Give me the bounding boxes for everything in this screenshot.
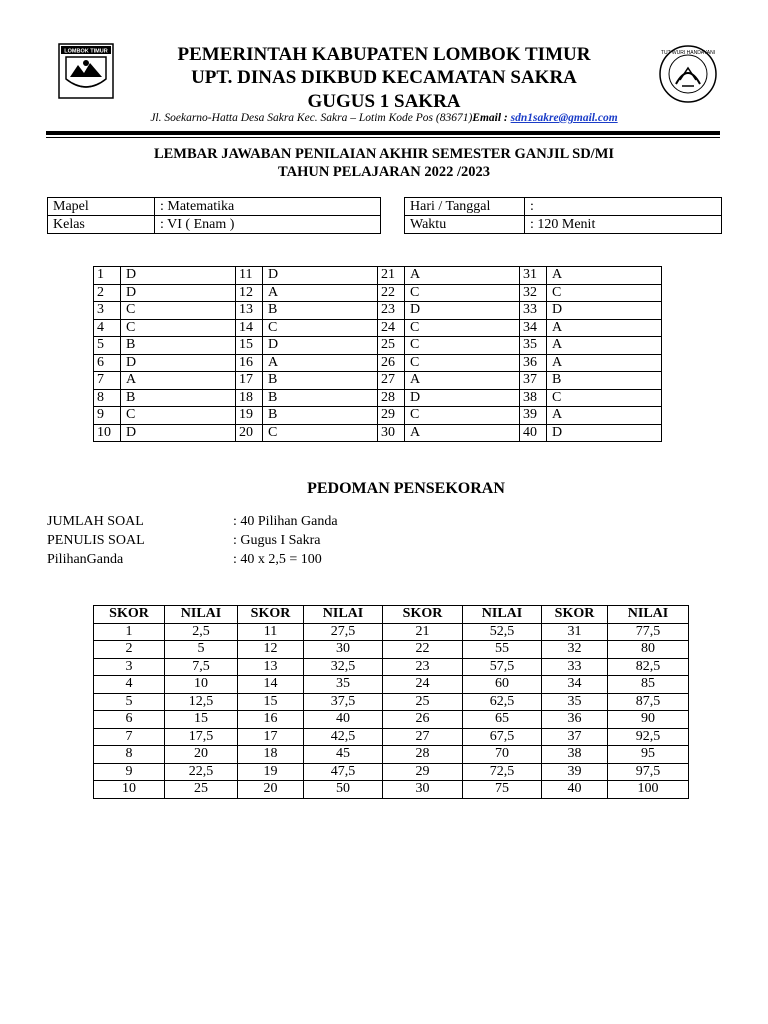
nilai-cell: 32,5 [304,658,383,676]
skor-cell: 13 [238,658,304,676]
doc-title-line-1: LEMBAR JAWABAN PENILAIAN AKHIR SEMESTER GANJIL SD/MI [153,146,615,162]
skor-cell: 5 [94,693,165,711]
nilai-cell: 80 [608,641,689,659]
skor-cell: 33 [542,658,608,676]
pedoman-label: PENULIS SOAL [47,533,145,548]
schedule-info-table [404,197,722,234]
question-number: 10 [94,424,121,442]
nilai-cell: 30 [304,641,383,659]
nilai-cell: 25 [165,781,238,799]
answer-letter: A [547,407,662,425]
skor-cell: 36 [542,711,608,729]
answer-letter: C [405,319,520,337]
nilai-cell: 45 [304,746,383,764]
question-number: 5 [94,337,121,355]
answer-letter: C [405,354,520,372]
score-row [94,658,689,676]
skor-cell: 25 [383,693,463,711]
answer-letter: C [405,284,520,302]
email-link[interactable]: sdn1sakre@gmail.com [510,112,618,124]
nilai-cell: 22,5 [165,763,238,781]
pedoman-label: JUMLAH SOAL [47,514,144,529]
info-value: : [525,198,722,216]
nilai-header: NILAI [608,606,689,624]
answer-letter: A [121,372,236,390]
info-value: : VI ( Enam ) [155,216,381,234]
answer-letter: A [547,267,662,285]
skor-cell: 15 [238,693,304,711]
pedoman-row [47,550,322,569]
logo-caption: LOMBOK TIMUR [64,48,108,55]
nilai-cell: 100 [608,781,689,799]
score-row [94,693,689,711]
answer-row [94,267,662,285]
header-rule-thin [46,137,720,138]
nilai-cell: 92,5 [608,728,689,746]
answer-key-table [93,266,662,442]
skor-cell: 18 [238,746,304,764]
answer-letter: C [547,389,662,407]
skor-cell: 32 [542,641,608,659]
answer-letter: D [405,389,520,407]
skor-cell: 30 [383,781,463,799]
nilai-cell: 35 [304,676,383,694]
pedoman-value: : Gugus I Sakra [233,533,321,548]
skor-cell: 4 [94,676,165,694]
question-number: 39 [520,407,547,425]
doc-title-line-2: TAHUN PELAJARAN 2022 /2023 [278,164,490,180]
info-label: Mapel [48,198,155,216]
nilai-cell: 62,5 [463,693,542,711]
skor-cell: 28 [383,746,463,764]
question-number: 40 [520,424,547,442]
answer-letter: A [547,337,662,355]
info-value: : Matematika [155,198,381,216]
answer-letter: A [263,284,378,302]
answer-letter: B [263,407,378,425]
nilai-header: NILAI [463,606,542,624]
answer-row [94,284,662,302]
nilai-cell: 72,5 [463,763,542,781]
answer-letter: B [547,372,662,390]
score-row [94,676,689,694]
skor-cell: 14 [238,676,304,694]
nilai-cell: 75 [463,781,542,799]
skor-cell: 3 [94,658,165,676]
question-number: 22 [378,284,405,302]
answer-letter: D [263,337,378,355]
nilai-cell: 37,5 [304,693,383,711]
skor-cell: 1 [94,623,165,641]
nilai-cell: 60 [463,676,542,694]
skor-cell: 8 [94,746,165,764]
question-number: 34 [520,319,547,337]
skor-cell: 16 [238,711,304,729]
skor-header: SKOR [238,606,304,624]
nilai-cell: 10 [165,676,238,694]
skor-cell: 7 [94,728,165,746]
skor-cell: 40 [542,781,608,799]
skor-cell: 38 [542,746,608,764]
question-number: 30 [378,424,405,442]
address-text: Jl. Soekarno-Hatta Desa Sakra Kec. Sakra – Lotim Kode Pos (83671) [150,112,473,124]
email-label: Email : [472,112,511,124]
nilai-cell: 12,5 [165,693,238,711]
nilai-cell: 2,5 [165,623,238,641]
question-number: 13 [236,302,263,320]
skor-cell: 2 [94,641,165,659]
skor-cell: 10 [94,781,165,799]
info-row [405,198,722,216]
answer-letter: C [121,319,236,337]
question-number: 26 [378,354,405,372]
skor-cell: 22 [383,641,463,659]
score-row [94,728,689,746]
answer-letter: C [263,319,378,337]
score-row [94,746,689,764]
nilai-cell: 40 [304,711,383,729]
question-number: 28 [378,389,405,407]
pedoman-label: PilihanGanda [47,552,124,567]
answer-letter: A [405,372,520,390]
answer-letter: D [121,284,236,302]
question-number: 32 [520,284,547,302]
answer-row [94,407,662,425]
skor-cell: 19 [238,763,304,781]
question-number: 9 [94,407,121,425]
score-conversion-table [93,605,689,799]
answer-letter: B [121,389,236,407]
question-number: 31 [520,267,547,285]
skor-cell: 12 [238,641,304,659]
skor-cell: 6 [94,711,165,729]
question-number: 24 [378,319,405,337]
nilai-cell: 67,5 [463,728,542,746]
question-number: 17 [236,372,263,390]
score-row [94,781,689,799]
nilai-cell: 7,5 [165,658,238,676]
nilai-cell: 5 [165,641,238,659]
nilai-cell: 27,5 [304,623,383,641]
nilai-cell: 42,5 [304,728,383,746]
info-value: : 120 Menit [525,216,722,234]
score-row [94,623,689,641]
nilai-cell: 57,5 [463,658,542,676]
question-number: 11 [236,267,263,285]
info-label: Waktu [405,216,525,234]
skor-header: SKOR [383,606,463,624]
nilai-cell: 95 [608,746,689,764]
pedoman-row [47,531,321,550]
skor-cell: 24 [383,676,463,694]
question-number: 33 [520,302,547,320]
question-number: 7 [94,372,121,390]
question-number: 36 [520,354,547,372]
skor-cell: 17 [238,728,304,746]
nilai-cell: 77,5 [608,623,689,641]
question-number: 3 [94,302,121,320]
question-number: 29 [378,407,405,425]
info-row [405,216,722,234]
subject-info-table [47,197,381,234]
skor-cell: 20 [238,781,304,799]
score-row [94,641,689,659]
question-number: 16 [236,354,263,372]
question-number: 12 [236,284,263,302]
nilai-cell: 50 [304,781,383,799]
skor-cell: 26 [383,711,463,729]
score-row [94,763,689,781]
question-number: 21 [378,267,405,285]
answer-letter: C [405,407,520,425]
answer-letter: A [405,267,520,285]
answer-letter: A [263,354,378,372]
pedoman-value: : 40 x 2,5 = 100 [233,552,322,567]
nilai-cell: 55 [463,641,542,659]
answer-row [94,302,662,320]
nilai-cell: 52,5 [463,623,542,641]
answer-row [94,354,662,372]
nilai-header: NILAI [304,606,383,624]
nilai-cell: 87,5 [608,693,689,711]
skor-cell: 27 [383,728,463,746]
answer-letter: C [121,302,236,320]
answer-row [94,389,662,407]
question-number: 38 [520,389,547,407]
question-number: 37 [520,372,547,390]
nilai-cell: 20 [165,746,238,764]
question-number: 35 [520,337,547,355]
score-header-row [94,606,689,624]
nilai-cell: 70 [463,746,542,764]
answer-letter: B [263,372,378,390]
info-row [48,216,381,234]
skor-cell: 35 [542,693,608,711]
answer-letter: B [121,337,236,355]
answer-letter: C [121,407,236,425]
question-number: 27 [378,372,405,390]
nilai-cell: 82,5 [608,658,689,676]
question-number: 4 [94,319,121,337]
answer-letter: C [405,337,520,355]
skor-header: SKOR [542,606,608,624]
question-number: 1 [94,267,121,285]
answer-row [94,424,662,442]
skor-header: SKOR [94,606,165,624]
question-number: 20 [236,424,263,442]
answer-letter: D [547,424,662,442]
letterhead-line-3: GUGUS 1 SAKRA [307,91,461,112]
answer-letter: C [547,284,662,302]
answer-letter: D [121,424,236,442]
score-row [94,711,689,729]
answer-letter: D [121,354,236,372]
answer-letter: A [547,354,662,372]
pedoman-value: : 40 Pilihan Ganda [233,514,338,529]
skor-cell: 9 [94,763,165,781]
skor-cell: 34 [542,676,608,694]
skor-cell: 29 [383,763,463,781]
question-number: 25 [378,337,405,355]
logo-caption: TUT WURI HANDAYANI [660,50,716,56]
nilai-cell: 17,5 [165,728,238,746]
question-number: 19 [236,407,263,425]
question-number: 8 [94,389,121,407]
question-number: 2 [94,284,121,302]
skor-cell: 39 [542,763,608,781]
nilai-cell: 85 [608,676,689,694]
header-rule-thick [46,131,720,135]
nilai-cell: 15 [165,711,238,729]
question-number: 6 [94,354,121,372]
answer-letter: B [263,302,378,320]
answer-letter: A [405,424,520,442]
pedoman-heading: PEDOMAN PENSEKORAN [307,480,505,497]
answer-letter: D [547,302,662,320]
skor-cell: 23 [383,658,463,676]
nilai-cell: 97,5 [608,763,689,781]
answer-letter: B [263,389,378,407]
address-line [0,112,768,124]
answer-letter: D [405,302,520,320]
nilai-cell: 65 [463,711,542,729]
question-number: 18 [236,389,263,407]
letterhead-line-2: UPT. DINAS DIKBUD KECAMATAN SAKRA [191,67,577,88]
skor-cell: 21 [383,623,463,641]
letterhead-line-1: PEMERINTAH KABUPATEN LOMBOK TIMUR [177,44,591,65]
answer-letter: D [263,267,378,285]
answer-row [94,337,662,355]
answer-letter: A [547,319,662,337]
nilai-cell: 90 [608,711,689,729]
question-number: 14 [236,319,263,337]
skor-cell: 11 [238,623,304,641]
info-label: Hari / Tanggal [405,198,525,216]
answer-letter: C [263,424,378,442]
answer-row [94,319,662,337]
question-number: 23 [378,302,405,320]
skor-cell: 37 [542,728,608,746]
info-row [48,198,381,216]
answer-letter: D [121,267,236,285]
answer-row [94,372,662,390]
nilai-header: NILAI [165,606,238,624]
info-label: Kelas [48,216,155,234]
question-number: 15 [236,337,263,355]
skor-cell: 31 [542,623,608,641]
nilai-cell: 47,5 [304,763,383,781]
pedoman-row [47,512,338,531]
